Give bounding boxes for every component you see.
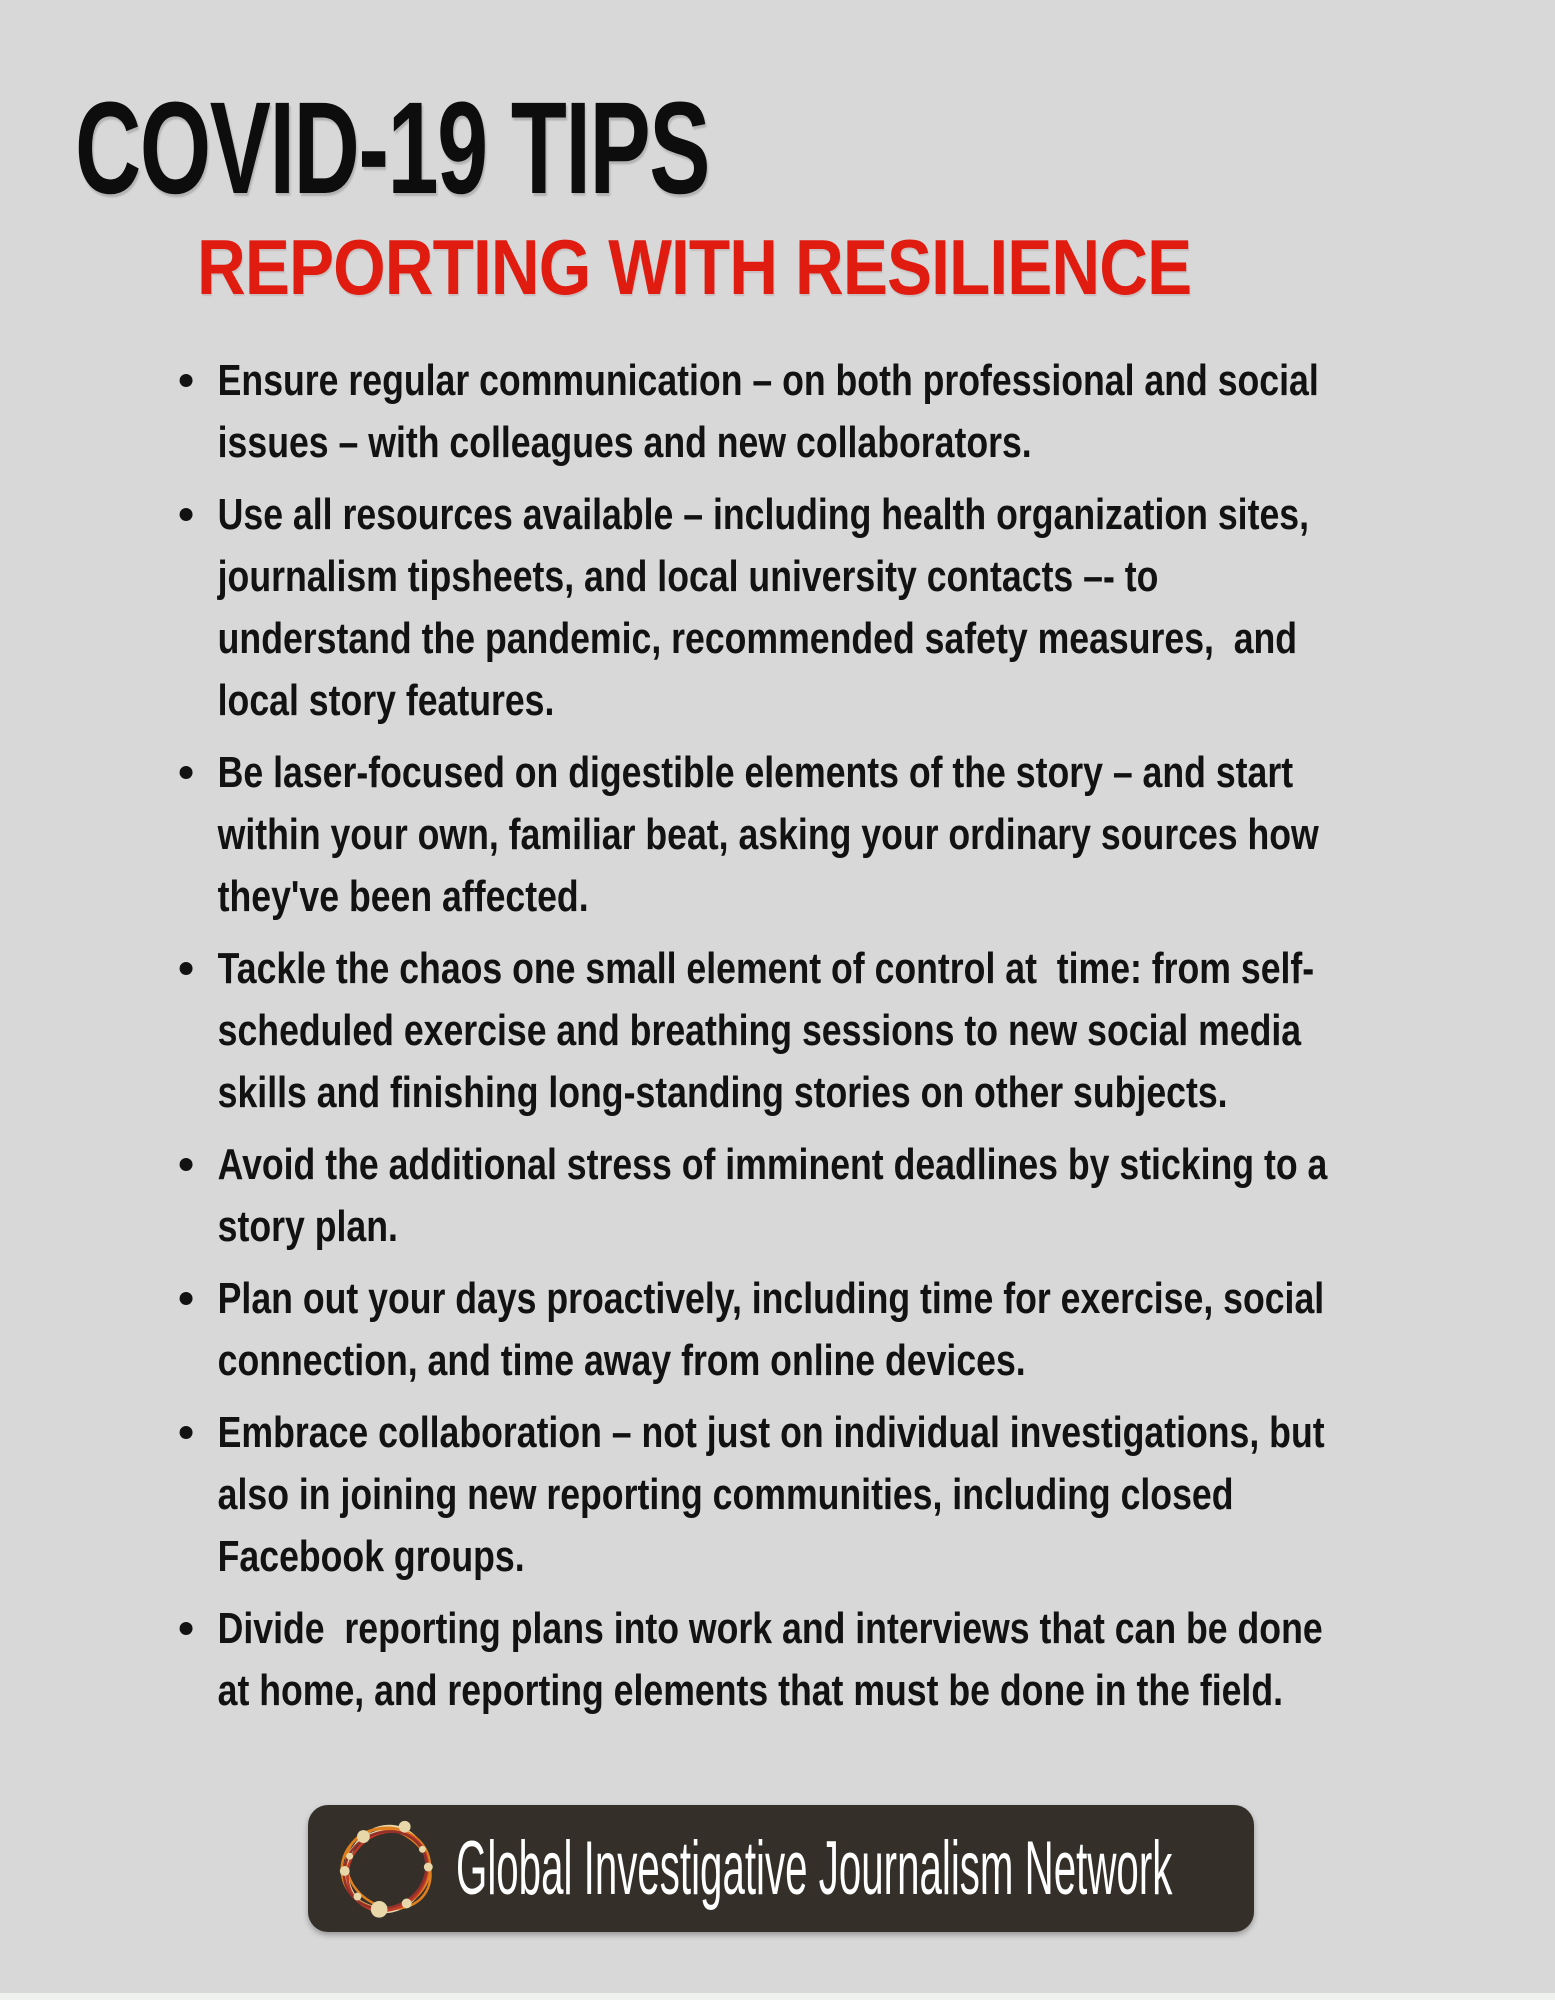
bullet-icon bbox=[180, 1292, 193, 1305]
tip-text: Plan out your days proactively, including time for exercise, social connection, and time away from online devices. bbox=[217, 1274, 1335, 1385]
tip-text: Be laser-focused on digestible elements of the story – and start within your own, familiar beat, asking your ordinary sources how they've been affected. bbox=[217, 748, 1329, 921]
org-name: Global Investigative Journalism Network bbox=[456, 1825, 1173, 1911]
list-item bbox=[165, 1134, 1340, 1258]
page-subtitle: REPORTING WITH RESILIENCE bbox=[197, 223, 1192, 311]
bullet-icon bbox=[180, 962, 193, 975]
tips-list bbox=[165, 350, 1340, 1732]
page-title: COVID-19 TIPS bbox=[75, 74, 710, 221]
bullet-icon bbox=[180, 374, 193, 387]
tip-text: Avoid the additional stress of imminent deadlines by sticking to a story plan. bbox=[217, 1140, 1338, 1251]
tip-text: Use all resources available – including health organization sites, journalism tipsheets, and local university contacts –- to understand the pandemic, recommended safety measures, and local story features. bbox=[217, 490, 1319, 725]
tip-text: Embrace collaboration – not just on individual investigations, but also in joining new reporting communities, including closed Facebook groups. bbox=[217, 1408, 1335, 1581]
list-item bbox=[165, 938, 1340, 1124]
gijn-badge bbox=[308, 1805, 1254, 1932]
bullet-icon bbox=[180, 766, 193, 779]
tip-text: Tackle the chaos one small element of control at time: from self-scheduled exercise and breathing sessions to new social media skills and finishing long-standing stories on other subjects. bbox=[217, 944, 1315, 1117]
bottom-edge-strip bbox=[0, 1993, 1555, 2000]
list-item bbox=[165, 1598, 1340, 1722]
gijn-logo-icon bbox=[328, 1810, 446, 1928]
list-item bbox=[165, 350, 1340, 474]
tip-text: Ensure regular communication – on both professional and social issues – with colleagues and new collaborators. bbox=[217, 356, 1329, 467]
list-item bbox=[165, 1402, 1340, 1588]
bullet-icon bbox=[180, 1426, 193, 1439]
list-item bbox=[165, 742, 1340, 928]
list-item bbox=[165, 484, 1340, 732]
bullet-icon bbox=[180, 508, 193, 521]
bullet-icon bbox=[180, 1158, 193, 1171]
list-item bbox=[165, 1268, 1340, 1392]
bullet-icon bbox=[180, 1622, 193, 1635]
tip-text: Divide reporting plans into work and interviews that can be done at home, and reporting elements that must be done in the field. bbox=[217, 1604, 1333, 1715]
